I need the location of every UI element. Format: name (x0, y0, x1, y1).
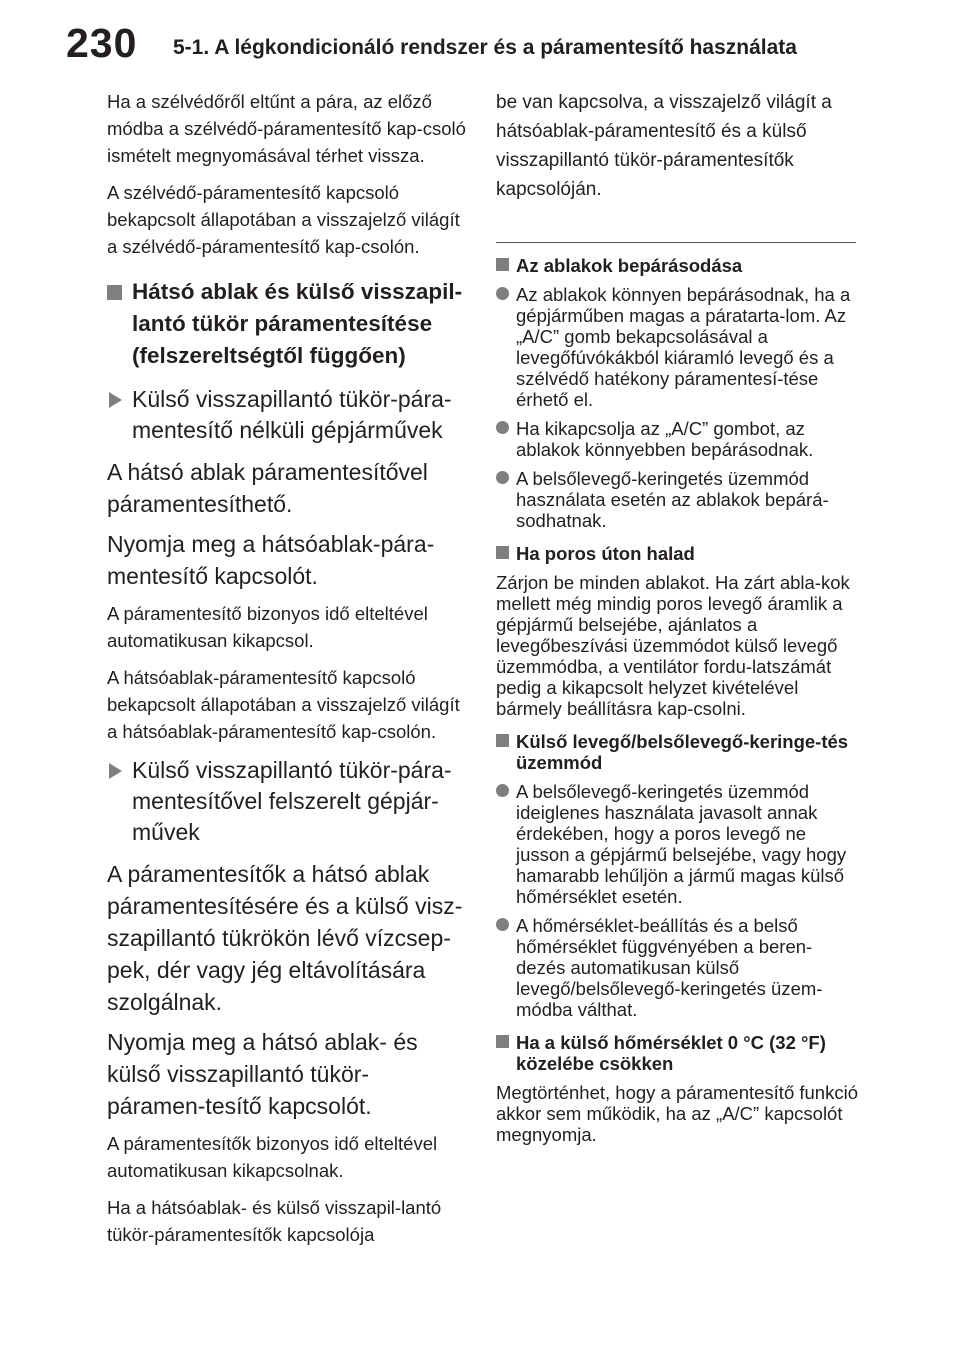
info-heading-text: Ha poros úton halad (516, 543, 695, 564)
triangle-bullet-icon (109, 392, 122, 408)
list-item-text: A hőmérséklet-beállítás és a belső hőmérséklet függvényében a beren-dezés automatikusan külső levegő/belsőlevegő-keringetés üzem-módba válthat. (516, 915, 823, 1020)
instruction: Nyomja meg a hátsóablak-pára-mentesítő kapcsolót. (107, 531, 435, 589)
list-item (496, 284, 860, 410)
list-item-text: Ha kikapcsolja az „A/C” gombot, az ablakok könnyebben bepárásodnak. (516, 418, 814, 460)
subsection-heading-text: Külső visszapillantó tükör-pára-mentesítővel felszerelt gépjár-művek (132, 757, 452, 845)
square-bullet-icon (107, 285, 122, 300)
triangle-bullet-icon (109, 763, 122, 779)
paragraph: A páramentesítő bizonyos idő elteltével automatikusan kikapcsol. (107, 603, 428, 651)
subsection-heading (107, 384, 467, 446)
page-number: 230 (66, 20, 138, 66)
divider (496, 242, 856, 243)
paragraph: A páramentesítők a hátsó ablak páramentesítésére és a külső visz-szapillantó tükrökön lévő vízcsep-pek, dér vagy jég eltávolítására szolgálnak. (107, 861, 463, 1015)
paragraph: Ha a hátsóablak- és külső visszapil-lantó tükör-páramentesítők kapcsolója (107, 1197, 442, 1245)
section-title: 5-1. A légkondicionáló rendszer és a páramentesítő használata (173, 36, 797, 59)
subsection-heading-text: Külső visszapillantó tükör-pára-mentesítő nélküli gépjárművek (132, 386, 452, 443)
paragraph: A páramentesítők bizonyos idő elteltével automatikusan kikapcsolnak. (107, 1133, 438, 1181)
paragraph: A hátsóablak-páramentesítő kapcsoló bekapcsolt állapotában a visszajelző világít a hátsóablak-páramentesítő kap-csolón. (107, 667, 460, 742)
instruction: Nyomja meg a hátsó ablak- és külső visszapillantó tükör-páramen-tesítő kapcsolót. (107, 1029, 418, 1119)
circle-bullet-icon (496, 471, 509, 484)
circle-bullet-icon (496, 287, 509, 300)
list-item (496, 781, 860, 907)
paragraph: A szélvédő-páramentesítő kapcsoló bekapcsolt állapotában a visszajelző világít a szélvédő-páramentesítő kap-csolón. (107, 182, 460, 257)
section-heading-text: Hátsó ablak és külső visszapil-lantó tükör páramentesítése (felszereltségtől függően) (132, 279, 463, 368)
info-heading-text: Az ablakok bepárásodása (516, 255, 743, 276)
subsection-heading (107, 755, 467, 848)
info-body: Zárjon be minden ablakot. Ha zárt abla-kok mellett még mindig poros levegő áramlik a gépjármű belsejébe, ajánlatos a levegőbeszívási üzemmódot külső levegő üzemmódba, a ventilátor fordu-latszámát pedig a kikapcsolt helyzet kivételével bármely beállításra kap-csolni. (496, 572, 850, 719)
info-heading (496, 731, 860, 773)
square-bullet-icon (496, 734, 509, 747)
circle-bullet-icon (496, 421, 509, 434)
info-heading (496, 255, 860, 276)
left-column (107, 88, 467, 1258)
right-column (496, 88, 860, 1157)
list-item-text: Az ablakok könnyen bepárásodnak, ha a gépjárműben magas a páratarta-lom. Az „A/C” gomb bekapcsolásával a levegőfúvókákból kiáramló levegő és a szélvédő hatékony páramentesí-tése érhető el. (516, 284, 851, 410)
square-bullet-icon (496, 1035, 509, 1048)
list-item-text: A belsőlevegő-keringetés üzemmód ideiglenes használata javasolt annak érdekében, hogy a poros levegő ne jusson a gépjármű belsejébe, vagy hogy hamarabb lehűljön a jármű magas külső hőmérséklet esetén. (516, 781, 847, 907)
info-heading (496, 543, 860, 564)
info-body: Megtörténhet, hogy a páramentesítő funkció akkor sem működik, ha az „A/C” kapcsolót megnyomja. (496, 1082, 858, 1145)
square-bullet-icon (496, 546, 509, 559)
list-item (496, 418, 860, 460)
circle-bullet-icon (496, 784, 509, 797)
list-item (496, 915, 860, 1020)
section-heading (107, 276, 467, 372)
list-item-text: A belsőlevegő-keringetés üzemmód használata esetén az ablakok bepárá-sodhatnak. (516, 468, 829, 531)
page-header (0, 0, 960, 80)
paragraph: A hátsó ablak páramentesítővel páramentesíthető. (107, 459, 428, 517)
paragraph: Ha a szélvédőről eltűnt a pára, az előző módba a szélvédő-páramentesítő kap-csoló ismételt megnyomásával térhet vissza. (107, 91, 466, 166)
info-heading-text: Ha a külső hőmérséklet 0 °C (32 °F) közelébe csökken (516, 1032, 826, 1074)
info-heading (496, 1032, 860, 1074)
list-item (496, 468, 860, 531)
square-bullet-icon (496, 258, 509, 271)
info-heading-text: Külső levegő/belsőlevegő-keringe-tés üzemmód (516, 731, 849, 773)
circle-bullet-icon (496, 918, 509, 931)
paragraph: be van kapcsolva, a visszajelző világít a hátsóablak-páramentesítő és a külső visszapillantó tükör-páramentesítők kapcsolóján. (496, 92, 832, 200)
